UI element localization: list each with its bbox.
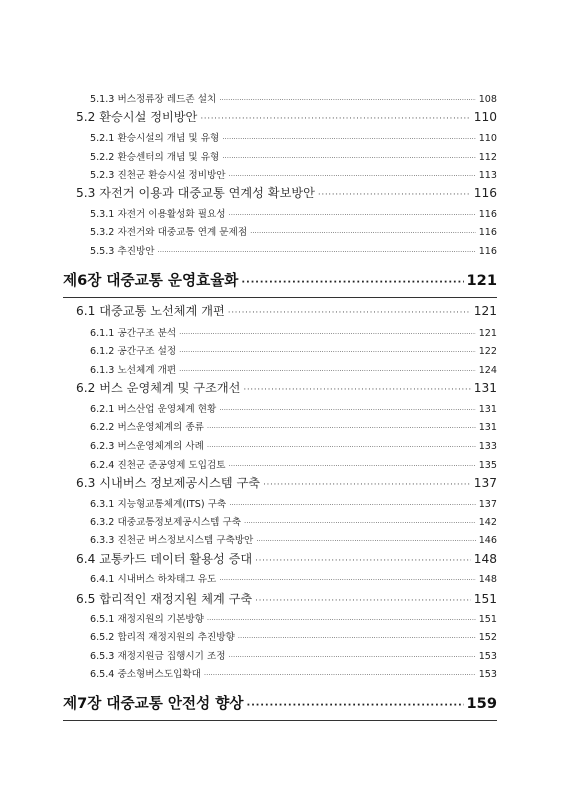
dot-leader xyxy=(179,348,476,356)
toc-page-number: 133 xyxy=(478,441,497,452)
toc-entry-title: 6.1.2 공간구조 설정 xyxy=(90,346,177,357)
toc-section xyxy=(76,184,497,206)
toc-page-number: 137 xyxy=(473,476,497,490)
dot-leader xyxy=(207,443,476,451)
toc-page-number: 110 xyxy=(478,133,497,144)
toc-entry-title: 6.2.4 진천군 준공영제 도입검토 xyxy=(90,460,226,471)
dot-leader xyxy=(263,480,471,490)
dot-leader xyxy=(200,114,470,124)
toc-section xyxy=(76,108,497,130)
toc-subsection xyxy=(90,243,497,261)
toc-page-number: 108 xyxy=(478,94,497,105)
dot-leader xyxy=(243,385,470,395)
dot-leader xyxy=(207,616,476,624)
toc-subsection xyxy=(90,91,497,109)
toc-entry-title: 5.2.1 환승시설의 개념 및 유형 xyxy=(90,133,220,144)
toc-subsection xyxy=(90,362,497,380)
toc-page-number: 151 xyxy=(478,614,497,625)
dot-leader xyxy=(256,537,475,545)
toc-subsection xyxy=(90,149,497,167)
toc-chapter xyxy=(63,269,497,295)
toc-subsection xyxy=(90,457,497,475)
dot-leader xyxy=(179,330,476,338)
toc-entry-title: 6.5.2 합리적 재정지원의 추진방향 xyxy=(90,632,235,643)
toc-page-number: 135 xyxy=(478,460,497,471)
toc-subsection xyxy=(90,167,497,185)
toc-subsection xyxy=(90,325,497,343)
toc-page-number: 137 xyxy=(478,499,497,510)
toc-subsection xyxy=(90,206,497,224)
toc-entry-title: 제6장 대중교통 운영효율화 xyxy=(63,272,239,289)
toc-entry-title: 6.3.1 지능형교통체계(ITS) 구축 xyxy=(90,499,227,510)
toc-entry-title: 6.2.3 버스운영체계의 사례 xyxy=(90,441,204,452)
toc-page-number: 121 xyxy=(473,304,497,318)
toc-entry-title: 6.2.2 버스운영체계의 종류 xyxy=(90,422,204,433)
dot-leader xyxy=(219,576,475,584)
toc-entry-title: 6.3.2 대중교통정보제공시스템 구축 xyxy=(90,517,241,528)
toc-entry-title: 제7장 대중교통 안전성 향상 xyxy=(63,695,244,712)
dot-leader xyxy=(229,172,476,180)
dot-leader xyxy=(238,634,476,642)
toc-section xyxy=(76,590,497,612)
dot-leader xyxy=(179,367,476,375)
chapter-divider xyxy=(63,297,497,298)
dot-leader xyxy=(229,501,476,509)
toc-page-number: 121 xyxy=(466,272,497,289)
dot-leader xyxy=(229,653,476,661)
toc-subsection xyxy=(90,419,497,437)
toc-entry-title: 5.2 환승시설 정비방안 xyxy=(76,110,198,124)
toc-page-number: 148 xyxy=(473,552,497,566)
toc-page-number: 159 xyxy=(466,695,497,712)
toc-entry-title: 6.3.3 진천군 버스정보시스템 구축방안 xyxy=(90,535,254,546)
toc-page-number: 148 xyxy=(478,574,497,585)
toc-page-number: 131 xyxy=(478,404,497,415)
dot-leader xyxy=(204,671,476,679)
dot-leader xyxy=(229,462,476,470)
toc-subsection xyxy=(90,343,497,361)
dot-leader xyxy=(255,596,471,606)
dot-leader xyxy=(250,229,476,237)
toc-subsection xyxy=(90,224,497,242)
dot-leader xyxy=(246,700,463,711)
toc-page-number: 116 xyxy=(473,186,497,200)
toc-page-number: 110 xyxy=(473,110,497,124)
toc-subsection xyxy=(90,648,497,666)
toc-page-number: 116 xyxy=(478,227,497,238)
dot-leader xyxy=(241,277,463,288)
dot-leader xyxy=(222,154,475,162)
toc-entry-title: 6.5 합리적인 재정지원 체계 구축 xyxy=(76,592,253,606)
toc-entry-title: 6.5.4 중소형버스도입확대 xyxy=(90,669,201,680)
dot-leader xyxy=(229,211,476,219)
toc-entry-title: 6.5.1 재정지원의 기본방향 xyxy=(90,614,204,625)
toc-page-number: 151 xyxy=(473,592,497,606)
toc-page-number: 113 xyxy=(478,170,497,181)
toc-subsection xyxy=(90,629,497,647)
toc-subsection xyxy=(90,438,497,456)
dot-leader xyxy=(222,135,475,143)
toc-section xyxy=(76,302,497,324)
toc-page-number: 152 xyxy=(478,632,497,643)
toc-page-number: 124 xyxy=(478,365,497,376)
toc-page-number: 122 xyxy=(478,346,497,357)
toc-subsection xyxy=(90,401,497,419)
toc-entry-title: 5.5.3 추진방안 xyxy=(90,246,155,257)
toc-entry-title: 6.1 대중교통 노선체계 개편 xyxy=(76,304,225,318)
toc-subsection xyxy=(90,496,497,514)
toc-subsection xyxy=(90,514,497,532)
toc-entry-title: 6.2 버스 운영체계 및 구조개선 xyxy=(76,381,241,395)
toc-entry-title: 6.1.3 노선체계 개편 xyxy=(90,365,177,376)
toc-entry-title: 6.3 시내버스 정보제공시스템 구축 xyxy=(76,476,261,490)
toc-entry-title: 5.3 자전거 이용과 대중교통 연계성 확보방안 xyxy=(76,186,315,200)
toc-page-number: 116 xyxy=(478,209,497,220)
toc-page-number: 153 xyxy=(478,669,497,680)
dot-leader xyxy=(219,96,475,104)
dot-leader xyxy=(255,556,471,566)
dot-leader xyxy=(228,308,471,318)
dot-leader xyxy=(318,190,471,200)
toc-page-number: 131 xyxy=(478,422,497,433)
toc-section xyxy=(76,379,497,401)
toc-entry-title: 5.1.3 버스정류장 레드존 설치 xyxy=(90,94,217,105)
toc-subsection xyxy=(90,571,497,589)
dot-leader xyxy=(207,424,476,432)
toc-page-number: 116 xyxy=(478,246,497,257)
toc-page-number: 142 xyxy=(478,517,497,528)
toc-entry-title: 5.2.2 환승센터의 개념 및 유형 xyxy=(90,152,220,163)
toc-section xyxy=(76,550,497,572)
toc-page-number: 121 xyxy=(478,328,497,339)
toc-subsection xyxy=(90,130,497,148)
toc-chapter xyxy=(63,692,497,718)
toc-entry-title: 6.5.3 재정지원금 집행시기 조정 xyxy=(90,651,226,662)
toc-entry-title: 5.3.1 자전거 이용활성화 필요성 xyxy=(90,209,226,220)
toc-subsection xyxy=(90,532,497,550)
toc-entry-title: 5.3.2 자전거와 대중교통 연계 문제점 xyxy=(90,227,248,238)
toc-entry-title: 5.2.3 진천군 환승시설 정비방안 xyxy=(90,170,226,181)
toc-entry-title: 6.1.1 공간구조 분석 xyxy=(90,328,177,339)
toc-subsection xyxy=(90,666,497,684)
chapter-divider xyxy=(63,720,497,721)
dot-leader xyxy=(244,519,476,527)
toc-page-number: 146 xyxy=(478,535,497,546)
toc-section xyxy=(76,474,497,496)
toc-subsection xyxy=(90,611,497,629)
toc-page-number: 131 xyxy=(473,381,497,395)
toc-entry-title: 6.2.1 버스산업 운영체계 현황 xyxy=(90,404,217,415)
toc-page-number: 153 xyxy=(478,651,497,662)
dot-leader xyxy=(219,406,475,414)
toc-page-number: 112 xyxy=(478,152,497,163)
dot-leader xyxy=(158,248,476,256)
toc-entry-title: 6.4 교통카드 데이터 활용성 증대 xyxy=(76,552,253,566)
toc-entry-title: 6.4.1 시내버스 하차태그 유도 xyxy=(90,574,217,585)
